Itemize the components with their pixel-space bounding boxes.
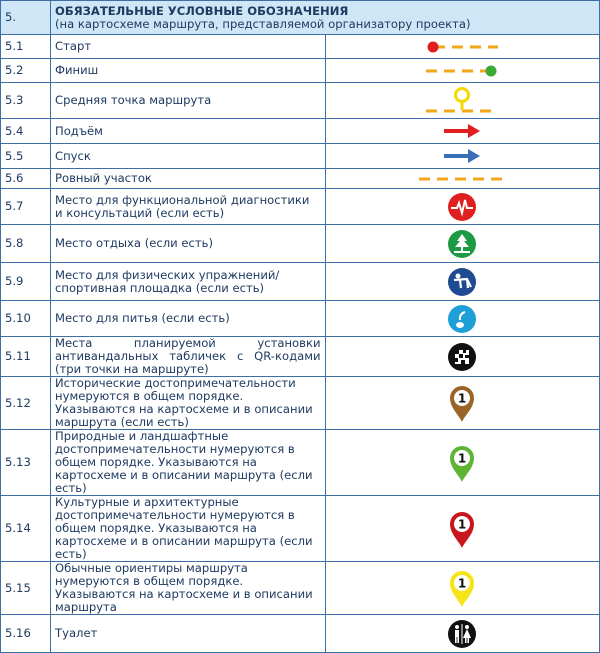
row-number: 5.5 — [1, 144, 51, 169]
table-row — [1, 59, 600, 83]
row-number: 5.2 — [1, 59, 51, 83]
table-row — [1, 35, 600, 59]
row-label: Средняя точка маршрута — [51, 83, 326, 119]
row-symbol — [325, 59, 600, 83]
row-symbol — [325, 83, 600, 119]
table-row — [1, 189, 600, 225]
flat-segment-icon — [419, 175, 505, 183]
row-symbol — [325, 615, 600, 653]
row-number: 5.3 — [1, 83, 51, 119]
row-number: 5.4 — [1, 119, 51, 144]
start-icon — [426, 41, 498, 53]
row-symbol — [325, 377, 600, 430]
row-symbol — [325, 496, 600, 562]
table-row — [1, 337, 600, 377]
table-row — [1, 301, 600, 337]
row-label: Спуск — [51, 144, 326, 169]
row-symbol — [325, 144, 600, 169]
row-number: 5.13 — [1, 430, 51, 496]
row-label: Исторические достопримечательности нумеруются в общем порядке. Указываются на картосхеме и в описании маршрута (если есть) — [51, 377, 326, 430]
row-symbol — [325, 119, 600, 144]
exercise-icon — [447, 267, 477, 297]
row-symbol — [325, 35, 600, 59]
descent-arrow-icon — [442, 148, 482, 164]
row-symbol — [325, 225, 600, 263]
row-label: Место для физических упражнений/спортивная площадка (если есть) — [51, 263, 326, 301]
row-number: 5.14 — [1, 496, 51, 562]
historic-pin-icon — [447, 383, 477, 423]
section-subtitle: (на картосхеме маршрута, представляемой организатору проекта) — [55, 16, 471, 31]
row-label: Культурные и архитектурные достопримечательности нумеруются в общем порядке. Указываются на картосхеме и в описании маршрута (если есть) — [51, 496, 326, 562]
table-row — [1, 225, 600, 263]
row-number: 5.10 — [1, 301, 51, 337]
toilet-icon — [447, 619, 477, 649]
heartbeat-icon — [447, 192, 477, 222]
table-row — [1, 377, 600, 430]
row-symbol — [325, 430, 600, 496]
table-row — [1, 562, 600, 615]
row-symbol — [325, 337, 600, 377]
row-label: Туалет — [51, 615, 326, 653]
row-number: 5.12 — [1, 377, 51, 430]
row-label: Место отдыха (если есть) — [51, 225, 326, 263]
row-number: 5.1 — [1, 35, 51, 59]
table-row — [1, 144, 600, 169]
pin-number: 1 — [458, 576, 467, 591]
row-label: Природные и ландшафтные достопримечательности нумеруются в общем порядке. Указываются на картосхеме и в описании маршрута (если есть) — [51, 430, 326, 496]
section-title: ОБЯЗАТЕЛЬНЫЕ УСЛОВНЫЕ ОБОЗНАЧЕНИЯ — [55, 3, 349, 18]
table-row — [1, 169, 600, 189]
row-number: 5.16 — [1, 615, 51, 653]
rest-tree-icon — [447, 229, 477, 259]
row-label: Обычные ориентиры маршрута нумеруются в общем порядке. Указываются на картосхеме и в описании маршрута — [51, 562, 326, 615]
qr-code-icon — [447, 342, 477, 372]
row-number: 5.11 — [1, 337, 51, 377]
row-symbol — [325, 301, 600, 337]
table-row — [1, 430, 600, 496]
row-symbol — [325, 562, 600, 615]
table-row — [1, 263, 600, 301]
row-number: 5.15 — [1, 562, 51, 615]
culture-pin-icon — [447, 509, 477, 549]
pin-number: 1 — [458, 391, 467, 406]
row-label: Подъём — [51, 119, 326, 144]
table-row — [1, 496, 600, 562]
table-row — [1, 83, 600, 119]
landmark-pin-icon — [447, 568, 477, 608]
row-label: Финиш — [51, 59, 326, 83]
ascent-arrow-icon — [442, 123, 482, 139]
table-header-row — [1, 1, 600, 35]
row-label: Место для функциональной диагностики и консультаций (если есть) — [51, 189, 326, 225]
row-symbol — [325, 189, 600, 225]
pin-number: 1 — [458, 451, 467, 465]
row-number: 5.7 — [1, 189, 51, 225]
row-label: Ровный участок — [51, 169, 326, 189]
row-number: 5.6 — [1, 169, 51, 189]
drinking-icon — [447, 304, 477, 334]
table-row — [1, 615, 600, 653]
row-number: 5.8 — [1, 225, 51, 263]
row-label: Старт — [51, 35, 326, 59]
row-number: 5.9 — [1, 263, 51, 301]
row-symbol — [325, 169, 600, 189]
pin-number: 1 — [458, 517, 467, 531]
section-number: 5. — [1, 1, 51, 35]
row-symbol — [325, 263, 600, 301]
row-label: Место для питья (если есть) — [51, 301, 326, 337]
midpoint-icon — [426, 86, 498, 116]
row-label: Места планируемой установки антивандальных табличек с QR-кодами (три точки на маршруте) — [51, 337, 326, 377]
finish-icon — [426, 65, 498, 77]
nature-pin-icon — [447, 443, 477, 483]
section-heading — [51, 1, 600, 35]
table-row — [1, 119, 600, 144]
